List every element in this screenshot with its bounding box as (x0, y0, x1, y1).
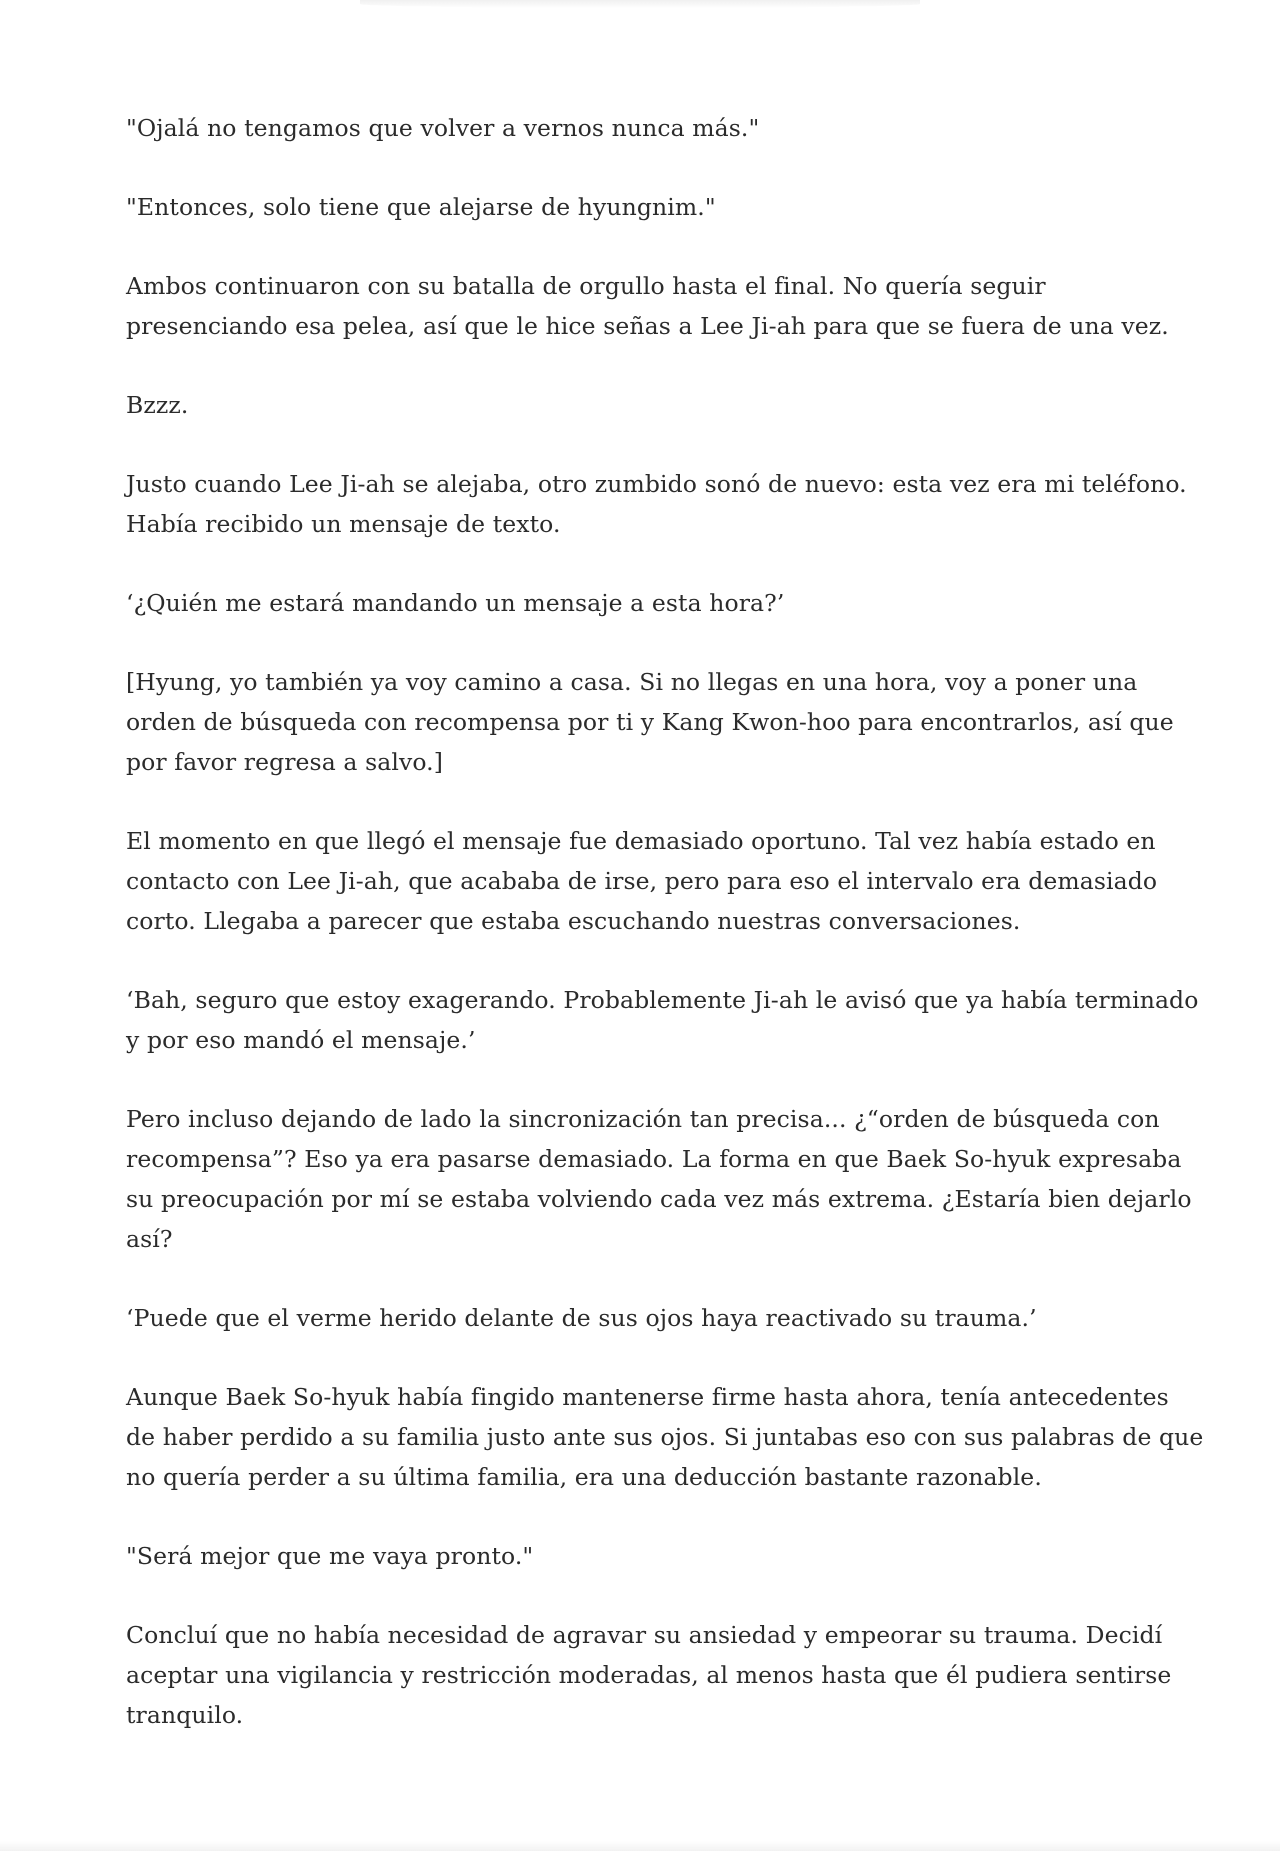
paragraph-line: corto. Llegaba a parecer que estaba escuchando nuestras conversaciones. (126, 907, 1021, 935)
paragraph-line: así? (126, 1225, 173, 1253)
story-paragraph (126, 1298, 1166, 1338)
paragraph-line: por favor regresa a salvo.] (126, 748, 444, 776)
story-paragraph (126, 1536, 1166, 1576)
story-paragraph (126, 385, 1166, 425)
paragraph-line: Concluí que no había necesidad de agravar su ansiedad y empeorar su trauma. Decidí (126, 1621, 1163, 1649)
paragraph-line: [Hyung, yo también ya voy camino a casa. Si no llegas en una hora, voy a poner una (126, 668, 1138, 696)
story-paragraph (126, 662, 1174, 782)
paragraph-line: ‘¿Quién me estará mandando un mensaje a esta hora?’ (126, 589, 785, 617)
paragraph-line: "Ojalá no tengamos que volver a vernos nunca más." (126, 114, 760, 142)
paragraph-line: de haber perdido a su familia justo ante sus ojos. Si juntabas eso con sus palabras de que (126, 1423, 1204, 1451)
reader-content[interactable] (126, 108, 1204, 1774)
paragraph-line: Aunque Baek So-hyuk había fingido mantenerse firme hasta ahora, tenía antecedentes (126, 1383, 1169, 1411)
paragraph-line: Ambos continuaron con su batalla de orgullo hasta el final. No quería seguir (126, 272, 1046, 300)
story-paragraph (126, 266, 1169, 346)
paragraph-line: "Entonces, solo tiene que alejarse de hyungnim." (126, 193, 716, 221)
paragraph-line: Había recibido un mensaje de texto. (126, 510, 561, 538)
bottom-edge-shadow (0, 1841, 1280, 1851)
paragraph-line: El momento en que llegó el mensaje fue demasiado oportuno. Tal vez había estado en (126, 827, 1156, 855)
paragraph-line: orden de búsqueda con recompensa por ti y Kang Kwon-hoo para encontrarlos, así que (126, 708, 1174, 736)
story-paragraph (126, 464, 1187, 544)
paragraph-line: recompensa”? Eso ya era pasarse demasiado. La forma en que Baek So-hyuk expresaba (126, 1145, 1182, 1173)
paragraph-line: y por eso mandó el mensaje.’ (126, 1026, 476, 1054)
paragraph-line: presenciando esa pelea, así que le hice señas a Lee Ji-ah para que se fuera de una vez. (126, 312, 1169, 340)
paragraph-line: Justo cuando Lee Ji-ah se alejaba, otro zumbido sonó de nuevo: esta vez era mi teléfono. (126, 470, 1187, 498)
story-paragraph (126, 1377, 1204, 1497)
story-paragraph (126, 1099, 1192, 1259)
story-paragraph (126, 821, 1166, 941)
paragraph-line: Bzzz. (126, 391, 189, 419)
story-paragraph (126, 187, 1166, 227)
paragraph-line: aceptar una vigilancia y restricción moderadas, al menos hasta que él pudiera sentirse (126, 1661, 1172, 1689)
story-paragraph (126, 583, 1166, 623)
story-paragraph (126, 980, 1199, 1060)
story-paragraph (126, 1615, 1172, 1735)
paragraph-line: ‘Bah, seguro que estoy exagerando. Probablemente Ji-ah le avisó que ya había terminado (126, 986, 1199, 1014)
paragraph-line: "Será mejor que me vaya pronto." (126, 1542, 534, 1570)
story-paragraph (126, 108, 1166, 148)
paragraph-line: tranquilo. (126, 1701, 244, 1729)
paragraph-line: contacto con Lee Ji-ah, que acababa de irse, pero para eso el intervalo era demasiado (126, 867, 1158, 895)
paragraph-line: no quería perder a su última familia, era una deducción bastante razonable. (126, 1463, 1042, 1491)
top-edge-shadow (360, 0, 920, 8)
paragraph-line: su preocupación por mí se estaba volviendo cada vez más extrema. ¿Estaría bien dejarlo (126, 1185, 1192, 1213)
paragraph-line: ‘Puede que el verme herido delante de sus ojos haya reactivado su trauma.’ (126, 1304, 1037, 1332)
paragraph-line: Pero incluso dejando de lado la sincronización tan precisa... ¿“orden de búsqueda con (126, 1105, 1160, 1133)
